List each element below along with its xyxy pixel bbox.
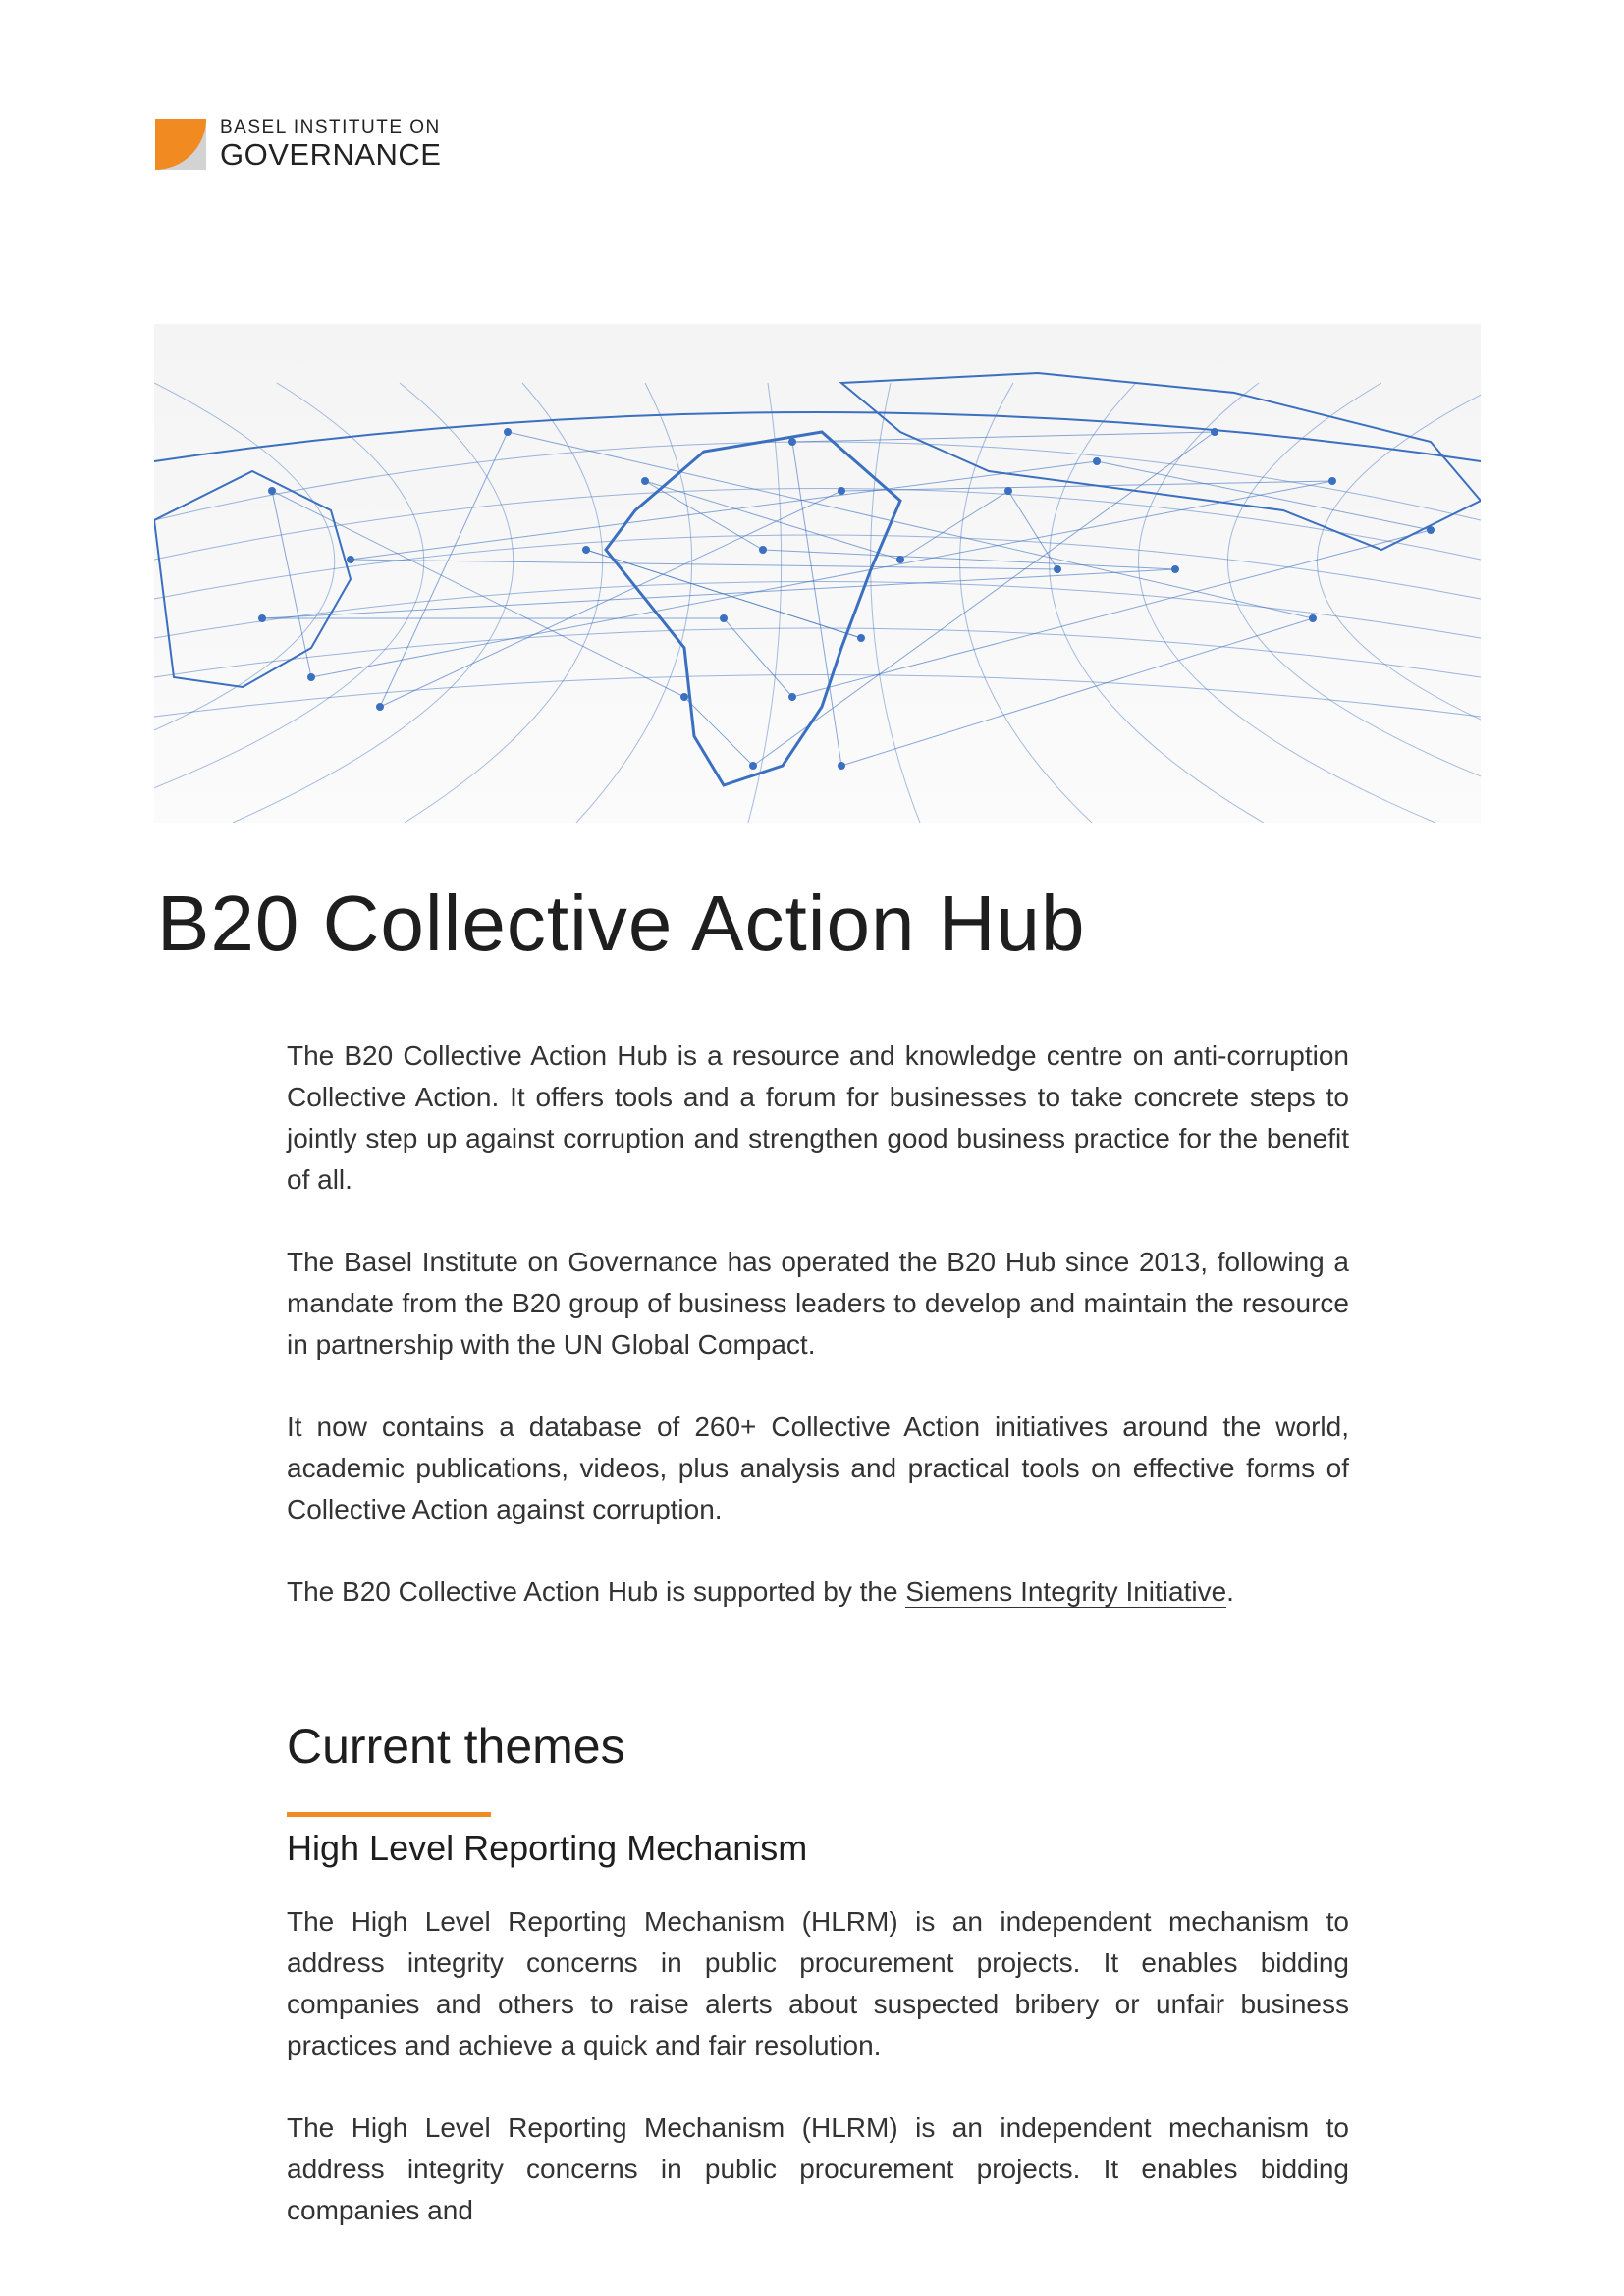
section-paragraph: The High Level Reporting Mechanism (HLRM) is an independent mechanism to address integrity concerns in public procurement projects. It enables bidding companies and others to raise alerts about suspected bribery or unfair business practices and achieve a quick and fair resolution. [287,1906,1349,2060]
intro-paragraph: The Basel Institute on Governance has operated the B20 Hub since 2013, following a mandate from the B20 group of business leaders to develop and maintain the resource in partnership with the UN Global Compact. [287,1247,1349,1360]
globe-network-illustration [154,324,1481,823]
basel-institute-logo [155,118,441,170]
section-text [287,1901,1349,2272]
logo-mark-icon [155,119,206,170]
accent-divider [287,1812,491,1817]
support-suffix: . [1226,1576,1234,1607]
logo-line2: GOVERNANCE [220,137,442,172]
section-paragraph: The High Level Reporting Mechanism (HLRM) is an independent mechanism to address integrity concerns in public procurement projects. It enables bidding companies and [287,2112,1349,2225]
page-title: B20 Collective Action Hub [157,880,1086,967]
siemens-integrity-initiative-link[interactable]: Siemens Integrity Initiative [905,1576,1227,1607]
logo-line1: BASEL INSTITUTE ON [220,117,441,137]
support-paragraph [287,1572,1349,1613]
section-subheading: High Level Reporting Mechanism [287,1828,808,1868]
intro-paragraph: It now contains a database of 260+ Collective Action initiatives around the world, academic publications, videos, plus analysis and practical tools on effective forms of Collective Action against corruption. [287,1412,1349,1524]
world-network-banner-image [154,324,1481,823]
intro-text [287,1036,1349,1654]
section-heading: Current themes [287,1719,625,1774]
intro-paragraph: The B20 Collective Action Hub is a resource and knowledge centre on anti-corruption Collective Action. It offers tools and a forum for businesses to take concrete steps to jointly step up against corruption and strengthen good business practice for the benefit of all. [287,1041,1349,1195]
support-text: The B20 Collective Action Hub is supported by the [287,1576,906,1607]
